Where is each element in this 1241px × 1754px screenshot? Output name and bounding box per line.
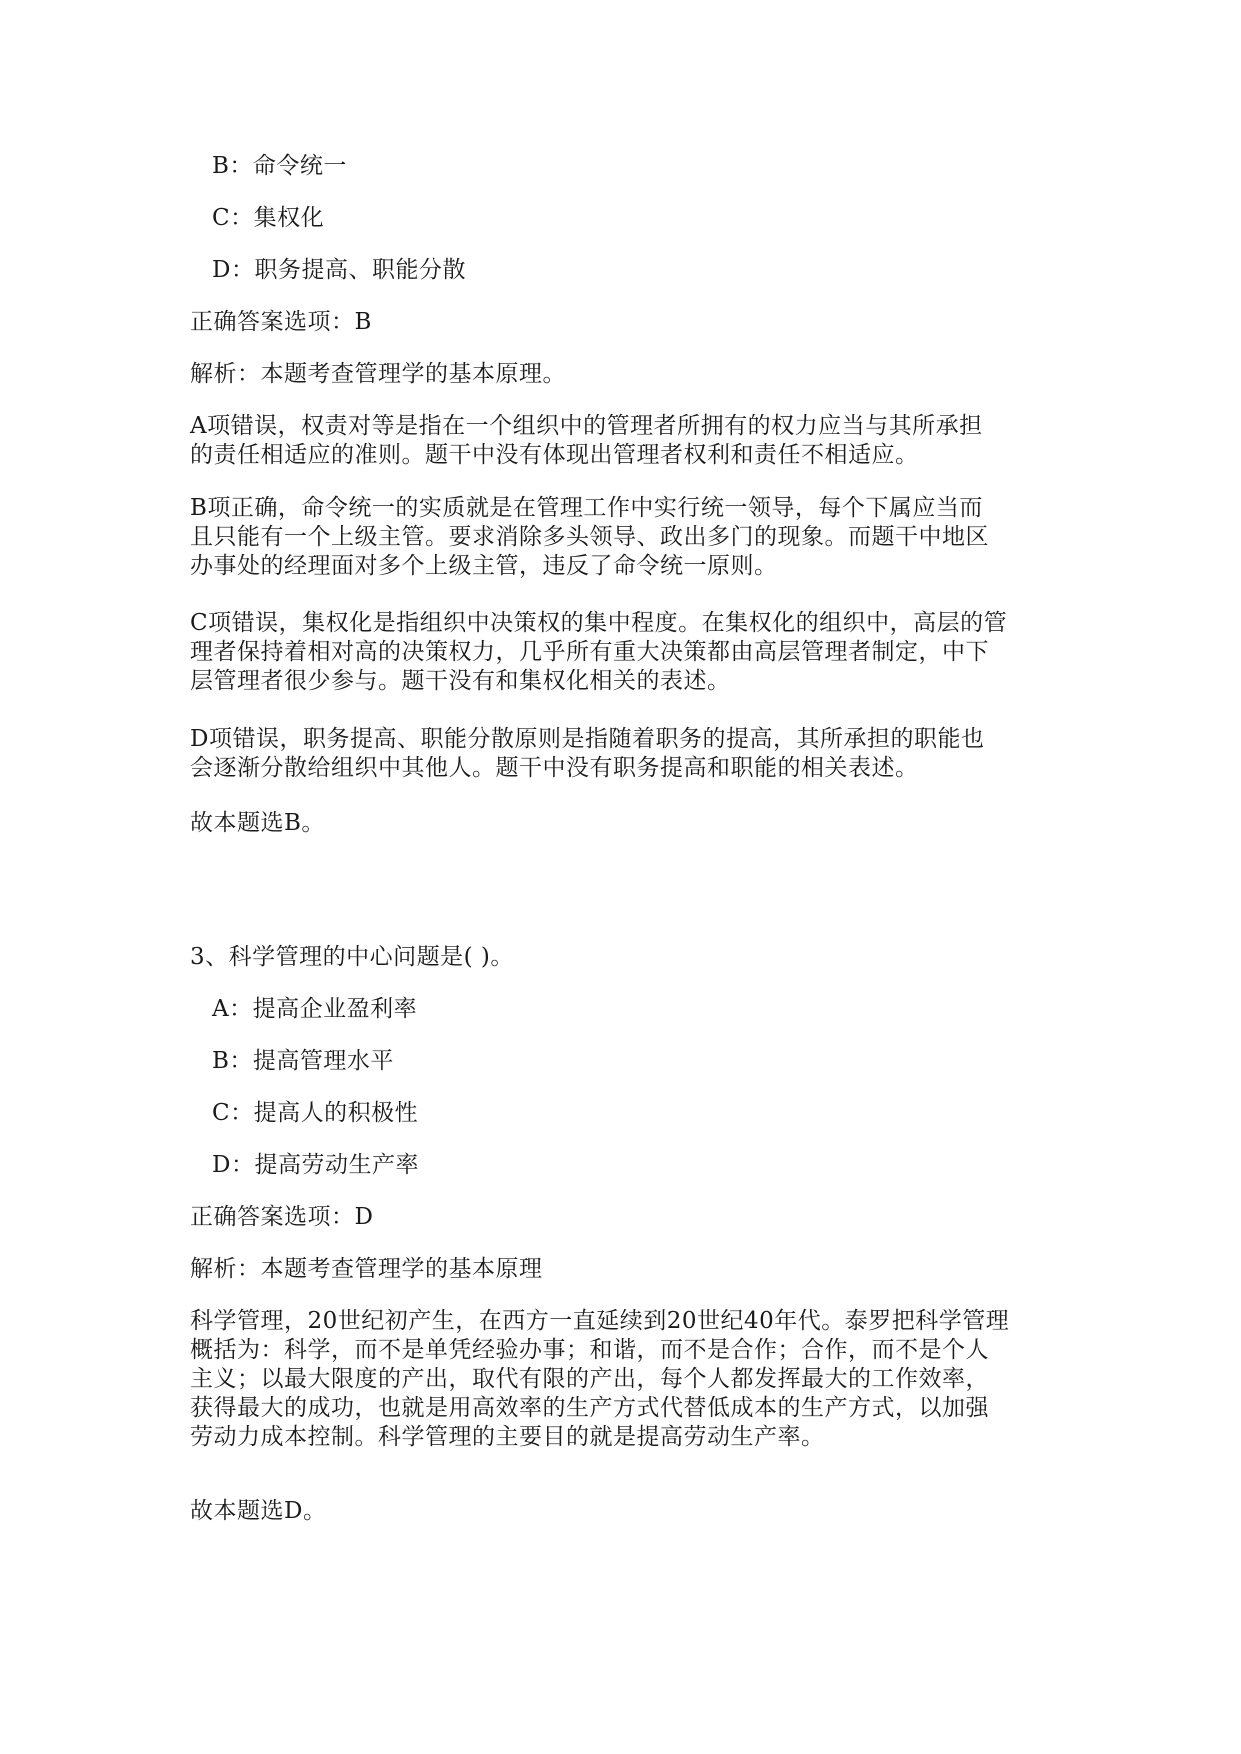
q3-analysis-title: 解析：本题考查管理学的基本原理: [190, 1256, 543, 1282]
text-line: C项错误，集权化是指组织中决策权的集中程度。在集权化的组织中，高层的管: [190, 610, 1008, 636]
text-line: 科学管理，20世纪初产生，在西方一直延续到20世纪40年代。泰罗把科学管理: [190, 1308, 1010, 1334]
text-line: B项正确，命令统一的实质就是在管理工作中实行统一领导，每个下属应当而: [190, 495, 983, 521]
q2-option-d: D：职务提高、职能分散: [212, 257, 466, 283]
q3-option-a: A：提高企业盈利率: [212, 996, 418, 1022]
q3-conclusion: 故本题选D。: [190, 1498, 327, 1524]
text-line: 劳动力成本控制。科学管理的主要目的就是提高劳动生产率。: [190, 1424, 825, 1450]
text-line: 概括为：科学，而不是单凭经验办事；和谐，而不是合作；合作，而不是个人: [190, 1337, 989, 1363]
q3-option-b: B：提高管理水平: [212, 1048, 394, 1074]
q3-option-c: C：提高人的积极性: [212, 1100, 419, 1126]
text-line: 且只能有一个上级主管。要求消除多头领导、政出多门的现象。而题干中地区: [190, 524, 989, 550]
q2-analysis-para-b: [190, 494, 1070, 581]
q2-option-c: C：集权化: [212, 205, 325, 231]
q2-analysis-title: 解析：本题考查管理学的基本原理。: [190, 361, 566, 387]
text-line: D项错误，职务提高、职能分散原则是指随着职务的提高，其所承担的职能也: [190, 726, 985, 752]
q3-answer: 正确答案选项：D: [190, 1204, 374, 1230]
text-line: 理者保持着相对高的决策权力，几乎所有重大决策都由高层管理者制定，中下: [190, 639, 989, 665]
q3-question: 3、科学管理的中心问题是( )。: [190, 944, 514, 970]
q2-analysis-para-c: [190, 609, 1070, 696]
q2-answer: 正确答案选项：B: [190, 309, 372, 335]
text-line: 会逐渐分散给组织中其他人。题干中没有职务提高和职能的相关表述。: [190, 755, 919, 781]
q3-option-d: D：提高劳动生产率: [212, 1152, 419, 1178]
text-line: 获得最大的成功，也就是用高效率的生产方式代替低成本的生产方式，以加强: [190, 1395, 989, 1421]
q3-analysis-para: [190, 1307, 1070, 1452]
text-line: 层管理者很少参与。题干没有和集权化相关的表述。: [190, 668, 731, 694]
text-line: 的责任相适应的准则。题干中没有体现出管理者权利和责任不相适应。: [190, 442, 919, 468]
q2-conclusion: 故本题选B。: [190, 810, 325, 836]
q2-analysis-para-a: [190, 412, 1070, 470]
text-line: 办事处的经理面对多个上级主管，违反了命令统一原则。: [190, 553, 778, 579]
q2-option-b: B：命令统一: [212, 153, 347, 179]
q2-analysis-para-d: [190, 725, 1070, 783]
text-line: 主义；以最大限度的产出，取代有限的产出，每个人都发挥最大的工作效率，: [190, 1366, 989, 1392]
text-line: A项错误，权责对等是指在一个组织中的管理者所拥有的权力应当与其所承担: [190, 413, 983, 439]
